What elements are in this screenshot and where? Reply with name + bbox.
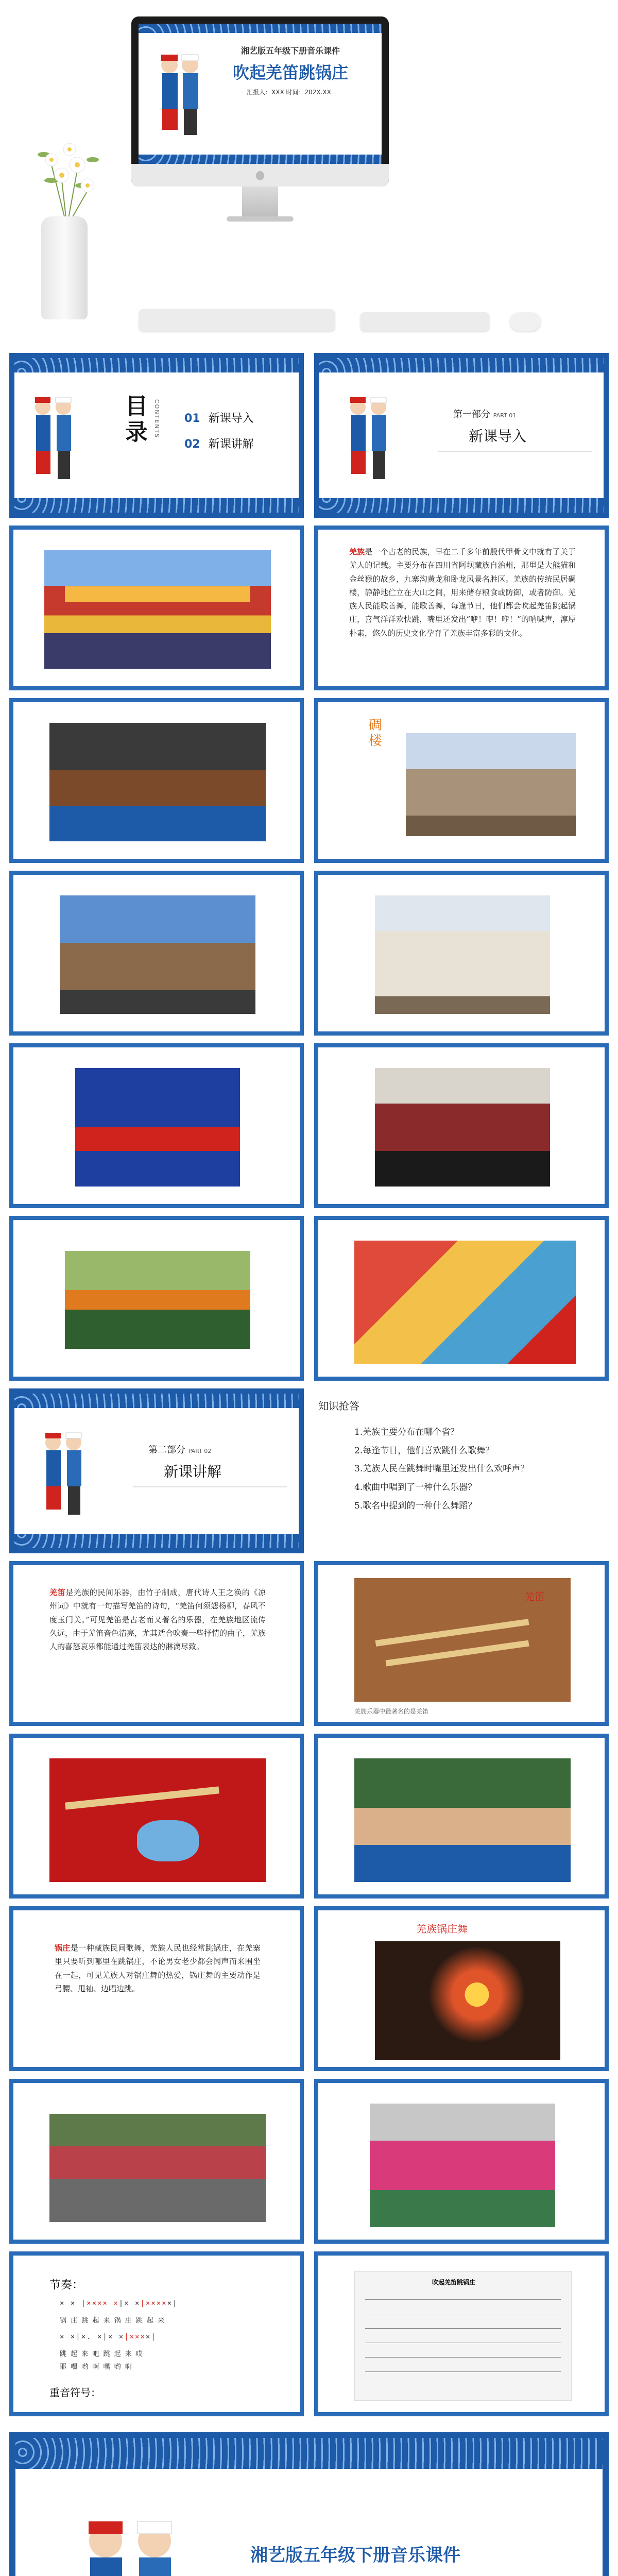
cover-slide-preview (139, 24, 382, 164)
qiangdi-text: 羌笛是羌族的民间乐器，由竹子制成，唐代诗人王之涣的《凉州词》中就有一句描写羌笛的诗句，“羌笛何须怨杨柳，春风不度玉门关。”可见羌笛是古老而又著名的乐器，在羌族地区流传久远，由于羌笛音色清亮，尤其适合吹奏一些抒情的曲子，羌族人的喜怒哀乐都能通过羌笛表达的淋漓尽致。 (49, 1588, 266, 1651)
slide-festival-photo (9, 526, 304, 690)
question-item: 1.羌族主要分布在哪个省？ (354, 1427, 459, 1437)
slide-toc (9, 353, 304, 518)
slide-gate-photo (9, 871, 304, 1036)
sheet-title: 吹起羌笛跳锅庄 (432, 2279, 476, 2286)
slide-qiang-intro (314, 526, 609, 690)
dancer-couple-illustration (149, 44, 211, 147)
slide-elder-player (314, 1734, 609, 1899)
toc-contents-en: CONTENTS (153, 399, 160, 439)
keyboard (139, 309, 335, 331)
vase (41, 216, 88, 319)
slide-part2 (9, 1388, 304, 1553)
slide-guozhuang-text (9, 1906, 304, 2071)
slide-crowd-dance (9, 2079, 304, 2244)
mouse (510, 312, 541, 331)
qiangdi-photo-label: 羌笛 (524, 1590, 545, 1603)
rhythm-lyrics-2: 跳 起 来 吧 跳 起 来 哎 (60, 2350, 144, 2358)
slide-diaolou (314, 698, 609, 863)
slide-part1 (314, 353, 609, 518)
slide-costume-photo (9, 1043, 304, 1208)
costume-photo (75, 1068, 240, 1187)
toc-item-1[interactable]: 01 新课导入 (184, 412, 254, 425)
question-item: 5.歌名中提到的一种什么舞蹈？ (354, 1500, 477, 1511)
rhythm-lyrics-1: 锅 庄 跳 起 来 锅 庄 跳 起 来 (60, 2317, 166, 2325)
gathering-photo (49, 723, 266, 841)
sheet-music-image (354, 2271, 572, 2401)
guozhuang-text: 锅庄是一种藏族民间歌舞，羌族人民也经常跳锅庄，在羌寨里只要听到哪里在跳锅庄，不论男女老少都会闻声而来围坐在一起，可见羌族人对锅庄舞的热爱，锅庄舞的主要动作是弓腰、甩袖、边唱边跳。 (55, 1943, 261, 1993)
part2-title: 新课讲解 (164, 1463, 222, 1480)
questions-list (354, 1423, 529, 1515)
slide-children-photo (314, 1216, 609, 1381)
rhythm-title: 节奏： (49, 2279, 84, 2292)
slide-qiangdi-text (9, 1561, 304, 1726)
part2-label: 第二部分 PART 02 (148, 1445, 212, 1455)
slide-house-photo (314, 871, 609, 1036)
slide-girls-dance (314, 2079, 609, 2244)
dancer-couple-illustration (67, 2505, 196, 2576)
toc-title: 目录 (121, 394, 147, 446)
festival-photo (44, 550, 271, 669)
cover-subtitle: 湘艺版五年级下册音乐课件 (241, 46, 340, 56)
questions-title: 知识抢答 (318, 1400, 359, 1412)
part1-title: 新课导入 (469, 428, 527, 445)
girls-dance-photo (370, 2104, 555, 2227)
slide-questions (314, 1388, 609, 1553)
crowd-dance-photo (49, 2114, 266, 2222)
keyboard-secondary (360, 312, 489, 331)
accent-label: 重音符号： (49, 2386, 101, 2399)
part1-label: 第一部分 PART 01 (453, 409, 517, 420)
monitor (131, 16, 389, 187)
slide-gathering-photo (9, 698, 304, 863)
dancers-photo (375, 1068, 550, 1187)
end-subtitle: 湘艺版五年级下册音乐课件 (250, 2545, 460, 2566)
flute-player-photo (65, 1251, 250, 1349)
slide-qiangdi-photo (314, 1561, 609, 1726)
dancer-couple-illustration (25, 389, 81, 487)
slide-flute-closeup (9, 1734, 304, 1899)
bonfire-dance-photo (375, 1941, 560, 2060)
dancer-couple-illustration (340, 389, 397, 487)
guozhuang-photo-label: 羌族锅庄舞 (416, 1923, 468, 1935)
diaolou-title: 碉楼 (366, 718, 382, 749)
monitor-stand (242, 187, 278, 217)
flower-vase-decoration (21, 118, 113, 227)
question-item: 3.羌族人民在跳舞时嘴里还发出什么欢呼声？ (354, 1464, 529, 1475)
rhythm-lyrics-3: 耶 嘿 哟 啊 嘿 哟 啊 (60, 2363, 133, 2371)
qiangdi-photo (354, 1578, 571, 1702)
flute-closeup-photo (49, 1758, 266, 1882)
slide-rhythm (9, 2251, 304, 2416)
qiangdi-caption: 羌族乐器中最著名的是羌笛 (354, 1708, 429, 1715)
elder-player-photo (354, 1758, 571, 1882)
question-item: 2.每逢节日，他们喜欢跳什么歌舞？ (354, 1445, 494, 1456)
slide-dancers-photo (314, 1043, 609, 1208)
qiang-intro-text: 羌族是一个古老的民族，早在二千多年前殷代甲骨文中就有了关于羌人的记载。主要分布在四川省阿坝藏族自治州，那里是大熊猫和金丝猴的故乡，九寨沟黄龙和卧龙风景名胜区。羌族的传统民居碉楼，静静地伫立在大山之间，用来储存粮食或防御，或者防御。羌族人民能歌善舞，能歌善舞，每逢节日，他们都会吹起羌笛跳起锅庄，喜气洋洋欢快跳，嘴里还发出“咿！咿！咿！”的呐喊声，淳厚朴素，悠久的历史文化孕育了羌族丰富多彩的文化。 (349, 547, 576, 638)
slide-flute-player-photo (9, 1216, 304, 1381)
gate-photo (60, 895, 255, 1014)
toc-item-2[interactable]: 02 新课讲解 (184, 438, 254, 451)
cover-reporter: 汇报人：XXX 时间：202X.XX (247, 89, 331, 96)
slide-end (9, 2432, 609, 2576)
rhythm-notation-2: × ×|×. ×|× ×|××××| (60, 2333, 157, 2341)
monitor-chin (131, 164, 389, 187)
rhythm-notation: × × |×××× ×|× ×|×××××| (60, 2299, 178, 2308)
diaolou-photo (406, 733, 576, 836)
cover-title: 吹起羌笛跳锅庄 (232, 63, 348, 82)
children-photo (354, 1241, 576, 1364)
question-item: 4.歌曲中唱到了一种什么乐器？ (354, 1482, 477, 1493)
dancer-couple-illustration (35, 1425, 92, 1522)
house-photo (375, 895, 550, 1014)
monitor-stand-base (227, 216, 294, 222)
slide-guozhuang-photo (314, 1906, 609, 2071)
slide-sheet-music (314, 2251, 609, 2416)
